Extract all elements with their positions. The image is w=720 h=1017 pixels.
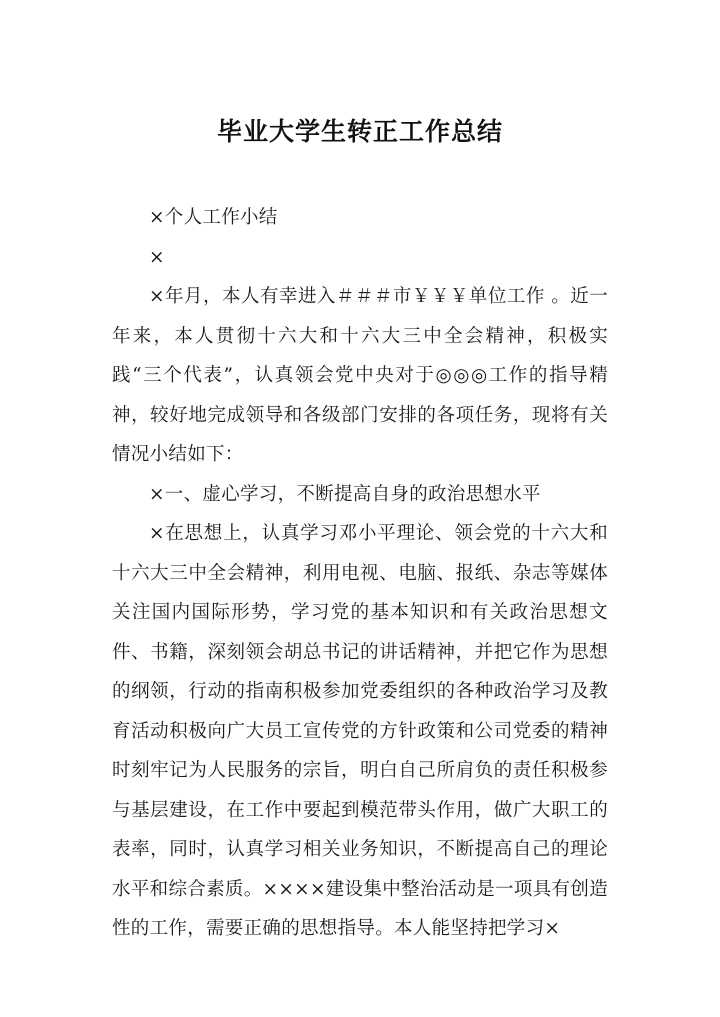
paragraph-personal-summary: ×个人工作小结: [149, 207, 278, 228]
paragraph-placeholder: ×: [149, 246, 165, 268]
paragraph-introduction: ×年月，本人有幸进入＃＃＃市￥￥￥单位工作 。近一年来，本人贯彻十六大和十六大三中全会精神，积极实践“三个代表”，认真领会党中央对于◎◎◎工作的指导精神，较好地完成领导和各级部门安排的各项任务，现将有关情况小结如下：: [112, 286, 608, 465]
document-body: [112, 198, 608, 949]
document-title: 毕业大学生转正工作总结: [216, 117, 503, 146]
section-heading-study: ×一、虚心学习，不断提高自身的政治思想水平: [149, 483, 541, 505]
paragraph-ideology: ×在思想上，认真学习邓小平理论、领会党的十六大和十六大三中全会精神，利用电视、电脑、报纸、杂志等媒体关注国内国际形势，学习党的基本知识和有关政治思想文件、书籍，深刻领会胡总书记的讲话精神，并把它作为思想的纲领，行动的指南积极参加党委组织的各种政治学习及教育活动积极向广大员工宣传党的方针政策和公司党委的精神时刻牢记为人民服务的宗旨，明白自己所肩负的责任积极参与基层建设，在工作中要起到模范带头作用，做广大职工的表率，同时，认真学习相关业务知识，不断提高自己的理论水平和综合素质。××××建设集中整治活动是一项具有创造性的工作，需要正确的思想指导。本人能坚持把学习×: [112, 523, 608, 939]
